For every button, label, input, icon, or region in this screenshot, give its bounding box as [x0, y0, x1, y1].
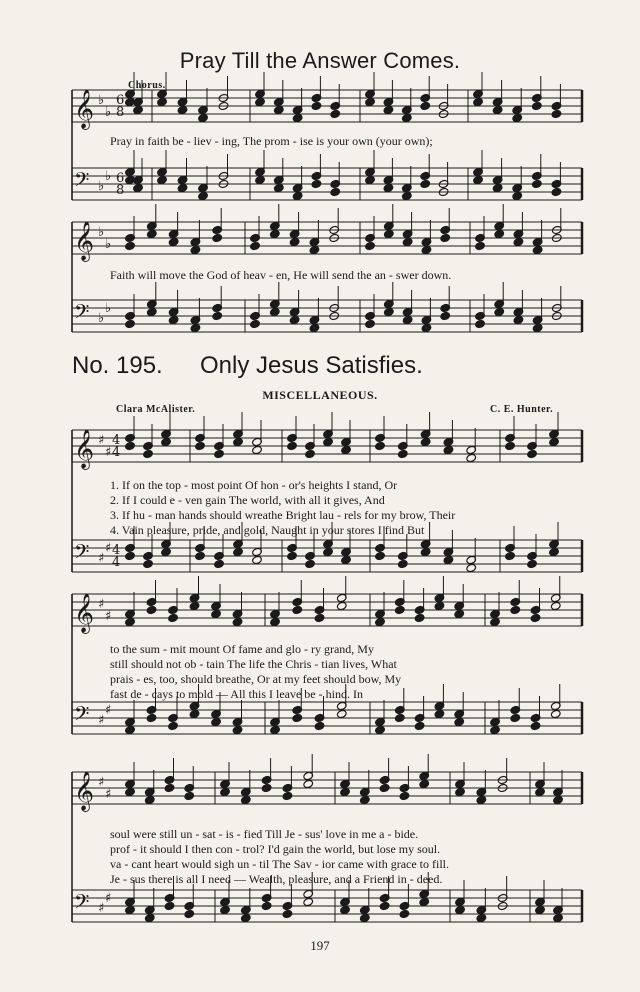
note-head	[240, 913, 251, 922]
verse-2-line-1: 2. If I could e - ven gain The world, with all it gives, And	[110, 493, 385, 507]
note-head	[252, 445, 263, 454]
note-head	[255, 175, 266, 184]
key-signature-icon: ♭	[98, 225, 105, 240]
note-head	[359, 913, 370, 922]
time-signature: 8	[116, 105, 125, 120]
note-head	[454, 717, 465, 726]
note-head	[420, 437, 431, 446]
note-head	[476, 795, 487, 804]
note-head	[146, 713, 157, 722]
key-signature-icon: ♯	[105, 787, 112, 802]
treble-clef-icon: 𝄞	[74, 593, 95, 633]
note-head	[168, 237, 179, 246]
note-head	[492, 105, 503, 114]
note-head	[233, 547, 244, 556]
note-head	[250, 241, 261, 250]
note-head	[261, 901, 272, 910]
note-head	[125, 551, 136, 560]
note-head	[184, 791, 195, 800]
note-head	[434, 601, 445, 610]
note-head	[232, 725, 243, 734]
key-signature-icon: ♯	[98, 901, 105, 916]
note-head	[125, 787, 136, 796]
note-head	[323, 437, 334, 446]
page-number: 197	[310, 938, 330, 953]
note-head	[510, 713, 521, 722]
note-head	[551, 187, 562, 196]
note-head	[157, 97, 168, 106]
verse-1-line-2: to the sum - mit mount Of fame and glo - ry grand, My	[110, 642, 374, 656]
note-head	[492, 183, 503, 192]
note-head	[125, 319, 136, 328]
note-head	[532, 245, 543, 254]
note-head	[289, 237, 300, 246]
note-head	[527, 449, 538, 458]
hymn-title-only-jesus-satisfies: Only Jesus Satisfies.	[200, 352, 423, 379]
note-head	[401, 113, 412, 122]
note-head	[490, 725, 501, 734]
note-head	[133, 105, 144, 114]
key-signature-icon: ♭	[98, 311, 105, 326]
note-head	[214, 559, 225, 568]
note-head	[323, 547, 334, 556]
note-head	[420, 179, 431, 188]
note-head	[125, 441, 136, 450]
key-signature-icon: ♯	[105, 703, 112, 718]
note-head	[454, 609, 465, 618]
note-head	[375, 725, 386, 734]
chorus-lyric-line-1: Pray in faith be - liev - ing, The prom - ise is your own (your own);	[110, 134, 433, 148]
note-head	[143, 449, 154, 458]
note-head	[143, 559, 154, 568]
note-head	[282, 791, 293, 800]
verse-3-line-1: 3. If hu - man hands should wreathe Bright lau - rels for my brow, Their	[110, 508, 456, 522]
note-head	[233, 437, 244, 446]
note-head	[402, 237, 413, 246]
note-head	[383, 307, 394, 316]
note-head	[190, 245, 201, 254]
note-head	[455, 787, 466, 796]
note-head	[309, 323, 320, 332]
verse-4-line-2: fast de - cays to mold — All this I leave be - hind. In	[110, 687, 363, 701]
note-head	[394, 713, 405, 722]
note-head	[375, 551, 386, 560]
note-head	[164, 901, 175, 910]
note-head	[305, 559, 316, 568]
note-head	[512, 113, 523, 122]
note-head	[420, 547, 431, 556]
note-head	[161, 547, 172, 556]
note-head	[198, 113, 209, 122]
note-head	[214, 449, 225, 458]
key-signature-icon: ♯	[105, 541, 112, 556]
key-signature-icon: ♯	[105, 445, 112, 460]
note-head	[212, 233, 223, 242]
note-head	[250, 319, 261, 328]
note-head	[551, 109, 562, 118]
note-head	[397, 449, 408, 458]
bass-clef-icon: 𝄢	[74, 540, 90, 568]
note-head	[255, 97, 266, 106]
note-head	[287, 551, 298, 560]
hymn-author: Clara McAlister.	[116, 404, 196, 415]
note-head	[383, 105, 394, 114]
note-head	[419, 897, 430, 906]
note-head	[475, 319, 486, 328]
time-signature: 4	[112, 543, 121, 558]
verse-3-line-3: va - cant heart would sigh un - til The Sav - ior came with grace to fill.	[110, 857, 450, 871]
note-head	[421, 323, 432, 332]
note-head	[440, 311, 451, 320]
note-head	[550, 709, 561, 718]
key-signature-icon: ♭	[105, 169, 112, 184]
note-head	[402, 315, 413, 324]
key-signature-icon: ♭	[98, 93, 105, 108]
time-signature: 6	[116, 93, 125, 108]
note-head	[211, 717, 222, 726]
note-head	[177, 105, 188, 114]
chorus-label: Chorus.	[128, 80, 166, 91]
note-head	[330, 109, 341, 118]
note-head	[466, 453, 477, 462]
note-head	[195, 551, 206, 560]
note-head	[399, 909, 410, 918]
note-head	[420, 101, 431, 110]
note-head	[443, 445, 454, 454]
note-head	[161, 437, 172, 446]
note-head	[125, 725, 136, 734]
note-head	[273, 183, 284, 192]
note-head	[494, 229, 505, 238]
note-head	[144, 913, 155, 922]
time-signature: 8	[116, 183, 125, 198]
note-head	[535, 787, 546, 796]
note-head	[195, 441, 206, 450]
note-head	[125, 617, 136, 626]
note-head	[375, 441, 386, 450]
note-head	[476, 913, 487, 922]
note-head	[475, 241, 486, 250]
note-head	[232, 617, 243, 626]
treble-clef-icon: 𝄞	[74, 221, 95, 261]
note-head	[303, 897, 314, 906]
note-head	[550, 601, 561, 610]
verse-2-line-2: still should not ob - tain The life the Chris - tian lives, What	[110, 657, 397, 671]
note-head	[340, 787, 351, 796]
note-head	[168, 613, 179, 622]
note-head	[419, 779, 430, 788]
note-head	[549, 547, 560, 556]
note-head	[531, 179, 542, 188]
note-head	[269, 229, 280, 238]
note-head	[341, 445, 352, 454]
key-signature-icon: ♯	[98, 433, 105, 448]
note-head	[287, 441, 298, 450]
bass-clef-icon: 𝄢	[74, 168, 90, 196]
note-head	[146, 605, 157, 614]
note-head	[189, 601, 200, 610]
note-head	[220, 787, 231, 796]
note-head	[341, 555, 352, 564]
note-head	[530, 613, 541, 622]
note-head	[532, 323, 543, 332]
verse-4-line-1: 4. Vain pleasure, pride, and gold, Naught in your stores I find But	[110, 523, 425, 537]
note-head	[164, 783, 175, 792]
note-head	[399, 791, 410, 800]
note-head	[133, 183, 144, 192]
note-head	[394, 605, 405, 614]
note-head	[434, 709, 445, 718]
note-head	[168, 721, 179, 730]
verse-1-line-3: soul were still un - sat - is - fied Till Je - sus' love in me a - bide.	[110, 827, 419, 841]
treble-clef-icon: 𝄞	[74, 429, 95, 469]
note-head	[383, 229, 394, 238]
key-signature-icon: ♯	[98, 597, 105, 612]
note-head	[505, 551, 516, 560]
note-head	[549, 437, 560, 446]
key-signature-icon: ♭	[105, 105, 112, 120]
note-head	[177, 183, 188, 192]
note-head	[314, 613, 325, 622]
note-head	[190, 323, 201, 332]
note-head	[220, 905, 231, 914]
note-head	[261, 783, 272, 792]
chorus-lyric-line-2: Faith will move the God of heav - en, He will send the an - swer down.	[110, 268, 452, 282]
note-head	[157, 175, 168, 184]
note-head	[466, 563, 477, 572]
note-head	[512, 191, 523, 200]
note-head	[282, 909, 293, 918]
note-head	[531, 101, 542, 110]
note-head	[513, 237, 524, 246]
note-head	[336, 709, 347, 718]
note-head	[553, 913, 564, 922]
note-head	[340, 905, 351, 914]
note-head	[401, 191, 412, 200]
hymn-title-pray-till-the-answer-comes: Pray Till the Answer Comes.	[179, 48, 461, 73]
note-head	[510, 605, 521, 614]
note-head	[212, 311, 223, 320]
note-head	[490, 617, 501, 626]
treble-clef-icon: 𝄞	[74, 89, 95, 129]
note-head	[455, 905, 466, 914]
note-head	[146, 229, 157, 238]
note-head	[535, 905, 546, 914]
note-head	[311, 179, 322, 188]
note-head	[379, 783, 390, 792]
treble-clef-icon: 𝄞	[74, 771, 95, 811]
verse-4-line-3: Je - sus there is all I need — Wealth, pleasure, and a Friend in - deed.	[110, 872, 443, 886]
note-head	[292, 191, 303, 200]
note-head	[273, 105, 284, 114]
note-head	[379, 901, 390, 910]
note-head	[494, 307, 505, 316]
key-signature-icon: ♯	[98, 551, 105, 566]
note-head	[309, 245, 320, 254]
note-head	[289, 315, 300, 324]
note-head	[292, 605, 303, 614]
bass-clef-icon: 𝄢	[74, 890, 90, 918]
time-signature: 6	[116, 171, 125, 186]
hymn-composer: C. E. Hunter.	[490, 404, 554, 415]
note-head	[168, 315, 179, 324]
note-head	[270, 725, 281, 734]
note-head	[336, 601, 347, 610]
note-head	[189, 709, 200, 718]
note-head	[375, 617, 386, 626]
key-signature-icon: ♯	[98, 775, 105, 790]
bass-clef-icon: 𝄢	[74, 702, 90, 730]
verse-2-line-3: prof - it should I then con - trol? I'd gain the world, but lose my soul.	[110, 842, 441, 856]
note-head	[144, 795, 155, 804]
note-head	[146, 307, 157, 316]
note-head	[252, 555, 263, 564]
note-head	[397, 559, 408, 568]
time-signature: 4	[112, 445, 121, 460]
note-head	[198, 191, 209, 200]
note-head	[365, 97, 376, 106]
note-head	[383, 183, 394, 192]
note-head	[359, 795, 370, 804]
time-signature: 4	[112, 433, 121, 448]
key-signature-icon: ♯	[98, 713, 105, 728]
verse-3-line-2: prais - es, too, should breathe, Or at my feet should bow, My	[110, 672, 402, 686]
verse-1-line-1: 1. If on the top - most point Of hon - or's heights I stand, Or	[110, 478, 398, 492]
note-head	[440, 233, 451, 242]
note-head	[125, 905, 136, 914]
note-head	[125, 241, 136, 250]
note-head	[269, 307, 280, 316]
note-head	[292, 713, 303, 722]
key-signature-icon: ♭	[105, 301, 112, 316]
note-head	[184, 909, 195, 918]
time-signature: 4	[112, 555, 121, 570]
note-head	[443, 555, 454, 564]
note-head	[240, 795, 251, 804]
note-head	[513, 315, 524, 324]
note-head	[553, 795, 564, 804]
note-head	[414, 613, 425, 622]
note-head	[365, 241, 376, 250]
key-signature-icon: ♭	[98, 179, 105, 194]
bass-clef-icon: 𝄢	[74, 300, 90, 328]
key-signature-icon: ♭	[105, 237, 112, 252]
note-head	[314, 721, 325, 730]
note-head	[473, 175, 484, 184]
note-head	[414, 721, 425, 730]
note-head	[530, 721, 541, 730]
note-head	[292, 113, 303, 122]
note-head	[421, 245, 432, 254]
key-signature-icon: ♯	[105, 891, 112, 906]
note-head	[270, 617, 281, 626]
note-head	[505, 441, 516, 450]
note-head	[330, 187, 341, 196]
note-head	[211, 609, 222, 618]
note-head	[303, 779, 314, 788]
note-head	[305, 449, 316, 458]
note-head	[365, 175, 376, 184]
note-head	[311, 101, 322, 110]
key-signature-icon: ♯	[105, 609, 112, 624]
note-head	[527, 559, 538, 568]
hymn-category: MISCELLANEOUS.	[262, 388, 378, 402]
hymn-number: No. 195.	[72, 352, 163, 379]
note-head	[473, 97, 484, 106]
note-head	[365, 319, 376, 328]
